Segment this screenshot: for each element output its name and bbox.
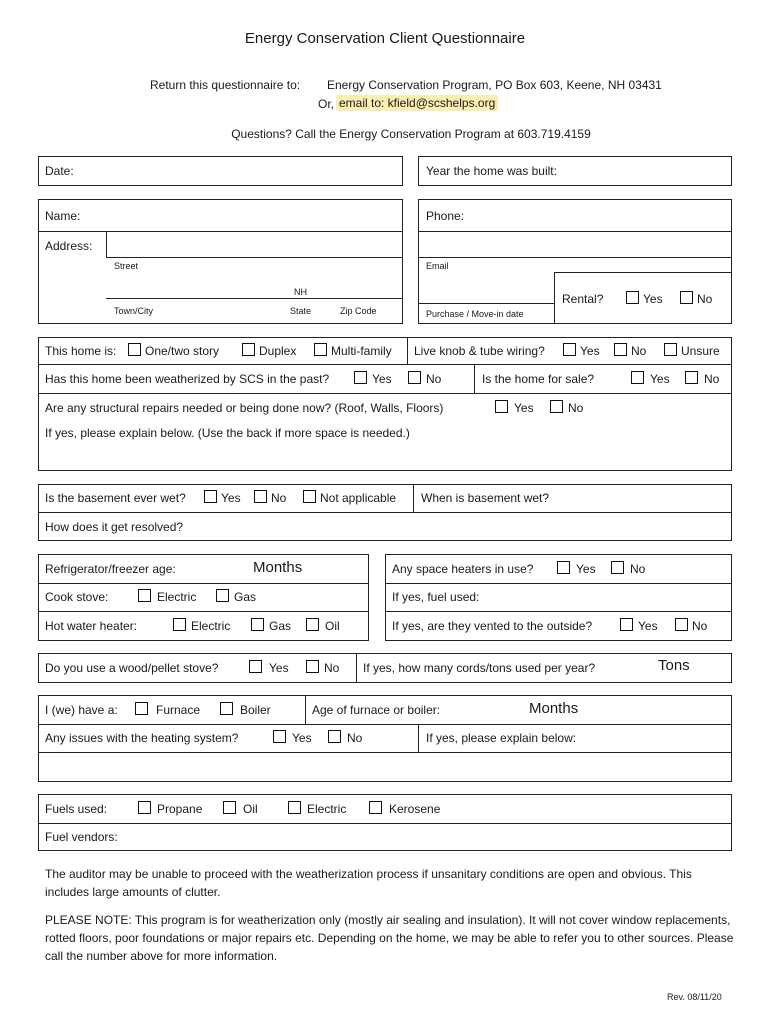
basement-no-checkbox[interactable] <box>254 490 267 503</box>
fridge-months-label: Months <box>253 559 303 576</box>
electric-checkbox[interactable] <box>288 801 301 814</box>
structural-label: Are any structural repairs needed or being done now? (Roof, Walls, Floors) <box>45 401 444 415</box>
divider <box>418 231 732 232</box>
divider <box>305 695 306 724</box>
weatherized-yes-label: Yes <box>372 372 392 386</box>
boiler-checkbox[interactable] <box>220 702 233 715</box>
basement-yes-label: Yes <box>221 491 241 505</box>
state-value: NH <box>294 287 307 297</box>
town-line[interactable] <box>106 298 403 299</box>
hw-electric-label: Electric <box>191 619 231 633</box>
vented-label: If yes, are they vented to the outside? <box>392 619 593 633</box>
wood-no-checkbox[interactable] <box>306 660 319 673</box>
rental-no-label: No <box>697 292 713 306</box>
divider <box>385 611 732 612</box>
divider <box>385 583 732 584</box>
please-note: PLEASE NOTE: This program is for weatherization only (mostly air sealing and insulation). It will not cover window replacements, rotted floors, poor foundations or major repairs etc. Depending on the home, we may be able to refer you to other sources. Please call the number above for more information. <box>45 913 734 963</box>
divider <box>38 823 732 824</box>
hot-water-label: Hot water heater: <box>45 619 138 633</box>
weatherized-no-checkbox[interactable] <box>408 371 421 384</box>
tons-label: Tons <box>658 657 690 674</box>
divider <box>106 231 107 258</box>
rental-yes-label: Yes <box>643 292 663 306</box>
knob-tube-label: Live knob & tube wiring? <box>414 344 545 358</box>
heaters-no-checkbox[interactable] <box>611 561 624 574</box>
revision-date: Rev. 08/11/20 <box>667 992 722 1002</box>
kerosene-checkbox[interactable] <box>369 801 382 814</box>
weatherized-yes-checkbox[interactable] <box>354 371 367 384</box>
date-label: Date: <box>45 164 74 178</box>
fuel-vendors-label: Fuel vendors: <box>45 830 118 844</box>
divider <box>38 583 369 584</box>
structural-yes-checkbox[interactable] <box>495 400 508 413</box>
age-months-label: Months <box>529 700 579 717</box>
street-line[interactable] <box>106 257 403 258</box>
vented-no-checkbox[interactable] <box>675 618 688 631</box>
knob-yes-label: Yes <box>580 344 600 358</box>
rental-label: Rental? <box>562 292 604 306</box>
divider <box>474 364 475 393</box>
fridge-age-label: Refrigerator/freezer age: <box>45 562 176 576</box>
email-label: Email <box>426 261 449 271</box>
rental-yes-checkbox[interactable] <box>626 291 639 304</box>
town-city-label: Town/City <box>114 306 154 316</box>
divider <box>38 752 732 753</box>
auditor-note: The auditor may be unable to proceed with the weatherization process if unsanitary conditions are open and obvious. This includes large amounts of clutter. <box>45 867 692 899</box>
wood-no-label: No <box>324 661 340 675</box>
hw-oil-checkbox[interactable] <box>306 618 319 631</box>
for-sale-label: Is the home for sale? <box>482 372 595 386</box>
divider <box>356 653 357 683</box>
weatherized-label: Has this home been weatherized by SCS in the past? <box>45 372 330 386</box>
weatherized-no-label: No <box>426 372 442 386</box>
divider <box>38 231 403 232</box>
date-field[interactable] <box>38 156 403 186</box>
multi-family-checkbox[interactable] <box>314 343 327 356</box>
knob-no-label: No <box>631 344 647 358</box>
heating-explain-label: If yes, please explain below: <box>426 731 577 745</box>
divider <box>554 272 555 324</box>
cords-label: If yes, how many cords/tons used per year? <box>363 661 596 675</box>
knob-unsure-checkbox[interactable] <box>664 343 677 356</box>
basement-wet-label: Is the basement ever wet? <box>45 491 186 505</box>
basement-na-label: Not applicable <box>320 491 397 505</box>
knob-no-checkbox[interactable] <box>614 343 627 356</box>
address-label: Address: <box>45 239 93 253</box>
multi-family-label: Multi-family <box>331 344 392 358</box>
divider <box>38 611 369 612</box>
structural-no-label: No <box>568 401 584 415</box>
state-label: State <box>290 306 312 316</box>
age-label: Age of furnace or boiler: <box>312 703 441 717</box>
issues-yes-checkbox[interactable] <box>273 730 286 743</box>
cook-electric-label: Electric <box>157 590 197 604</box>
wood-yes-label: Yes <box>269 661 289 675</box>
structural-yes-label: Yes <box>514 401 534 415</box>
fuels-used-label: Fuels used: <box>45 802 108 816</box>
when-wet-label: When is basement wet? <box>421 491 550 505</box>
vented-yes-label: Yes <box>638 619 658 633</box>
boiler-label: Boiler <box>240 703 271 717</box>
heaters-yes-label: Yes <box>576 562 596 576</box>
vented-no-label: No <box>692 619 708 633</box>
cook-electric-checkbox[interactable] <box>138 589 151 602</box>
wood-stove-label: Do you use a wood/pellet stove? <box>45 661 219 675</box>
propane-label: Propane <box>157 802 203 816</box>
for-sale-no-label: No <box>704 372 720 386</box>
kerosene-label: Kerosene <box>389 802 441 816</box>
rental-no-checkbox[interactable] <box>680 291 693 304</box>
divider <box>407 337 408 365</box>
issues-label: Any issues with the heating system? <box>45 731 239 745</box>
cook-gas-checkbox[interactable] <box>216 589 229 602</box>
questions-line: Questions? Call the Energy Conservation Program at 603.719.4159 <box>231 127 591 141</box>
heaters-no-label: No <box>630 562 646 576</box>
name-label: Name: <box>45 209 81 223</box>
for-sale-yes-label: Yes <box>650 372 670 386</box>
duplex-label: Duplex <box>259 344 297 358</box>
street-label: Street <box>114 261 139 271</box>
structural-no-checkbox[interactable] <box>550 400 563 413</box>
propane-checkbox[interactable] <box>138 801 151 814</box>
hw-electric-checkbox[interactable] <box>173 618 186 631</box>
return-label: Return this questionnaire to: <box>150 78 301 92</box>
furnace-checkbox[interactable] <box>135 702 148 715</box>
structural-explain-label: If yes, please explain below. (Use the back if more space is needed.) <box>45 426 410 440</box>
purchase-line[interactable] <box>418 303 555 304</box>
resolved-label: How does it get resolved? <box>45 520 184 534</box>
for-sale-yes-checkbox[interactable] <box>631 371 644 384</box>
issues-no-checkbox[interactable] <box>328 730 341 743</box>
issues-no-label: No <box>347 731 363 745</box>
hw-gas-checkbox[interactable] <box>251 618 264 631</box>
cook-gas-label: Gas <box>234 590 257 604</box>
duplex-checkbox[interactable] <box>242 343 255 356</box>
space-heaters-label: Any space heaters in use? <box>392 562 534 576</box>
divider <box>554 272 732 273</box>
one-two-story-label: One/two story <box>145 344 220 358</box>
purchase-label: Purchase / Move-in date <box>426 309 524 319</box>
return-address: Energy Conservation Program, PO Box 603, Keene, NH 03431 <box>327 78 662 92</box>
electric-label: Electric <box>307 802 347 816</box>
fuel-used-label: If yes, fuel used: <box>392 590 480 604</box>
basement-yes-checkbox[interactable] <box>204 490 217 503</box>
knob-unsure-label: Unsure <box>681 344 720 358</box>
divider <box>38 393 732 394</box>
email-link[interactable]: email to: kfield@scshelps.org <box>336 95 498 111</box>
basement-no-label: No <box>271 491 287 505</box>
divider <box>38 512 732 513</box>
heaters-yes-checkbox[interactable] <box>557 561 570 574</box>
email-line[interactable] <box>418 257 732 258</box>
hw-oil-label: Oil <box>325 619 340 633</box>
i-have-label: I (we) have a: <box>45 703 118 717</box>
divider <box>418 724 419 753</box>
basement-na-checkbox[interactable] <box>303 490 316 503</box>
for-sale-no-checkbox[interactable] <box>685 371 698 384</box>
wood-yes-checkbox[interactable] <box>249 660 262 673</box>
year-built-label: Year the home was built: <box>426 164 557 178</box>
vented-yes-checkbox[interactable] <box>620 618 633 631</box>
zip-label: Zip Code <box>340 306 377 316</box>
page-title: Energy Conservation Client Questionnaire <box>244 30 526 47</box>
issues-yes-label: Yes <box>292 731 312 745</box>
hw-gas-label: Gas <box>269 619 292 633</box>
oil-label: Oil <box>243 802 258 816</box>
phone-label: Phone: <box>426 209 465 223</box>
furnace-label: Furnace <box>156 703 201 717</box>
one-two-story-checkbox[interactable] <box>128 343 141 356</box>
or-text: Or, <box>318 97 335 111</box>
oil-checkbox[interactable] <box>223 801 236 814</box>
divider <box>38 364 732 365</box>
knob-yes-checkbox[interactable] <box>563 343 576 356</box>
divider <box>38 724 732 725</box>
home-type-label: This home is: <box>45 344 117 358</box>
cook-stove-label: Cook stove: <box>45 590 109 604</box>
divider <box>413 484 414 513</box>
